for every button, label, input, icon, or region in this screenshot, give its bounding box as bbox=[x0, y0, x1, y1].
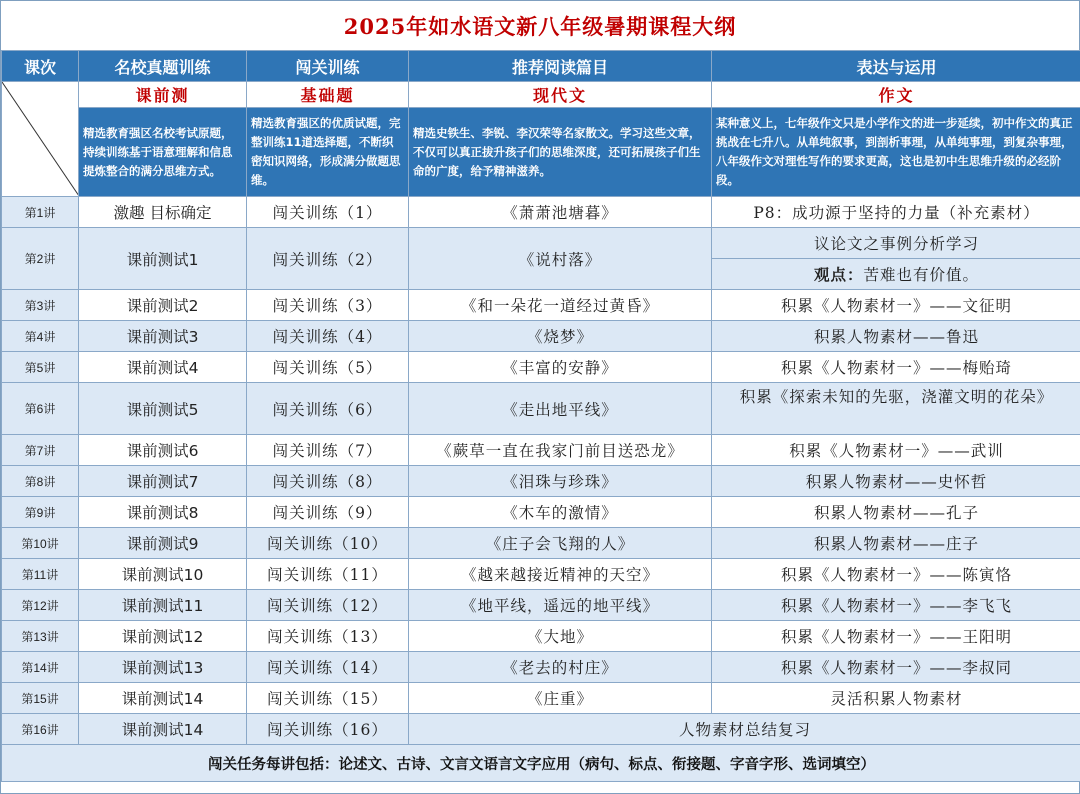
training-cell: 闯关训练（15） bbox=[247, 683, 409, 714]
writing-text: 积累《人物素材一》——王阳明 bbox=[780, 628, 1012, 646]
writing-viewpoint-cell bbox=[712, 259, 1080, 290]
training-cell: 闯关训练（4） bbox=[247, 321, 409, 352]
review-cell: 人物素材总结复习 bbox=[409, 714, 1080, 745]
writing-cell bbox=[712, 383, 1080, 435]
lesson-number: 第9讲 bbox=[2, 497, 79, 528]
viewpoint-text: 苦难也有价值。 bbox=[863, 266, 980, 284]
footer-note: 闯关任务每讲包括：论述文、古诗、文言文语言文字应用（病句、标点、衔接题、字音字形、选词填空） bbox=[2, 745, 1080, 782]
pretest-cell: 激趣 目标确定 bbox=[79, 197, 247, 228]
writing-cell: 议论文之事例分析学习 bbox=[712, 228, 1080, 259]
writing-cell bbox=[712, 290, 1080, 321]
writing-text: 积累《人物素材一》——梅贻琦 bbox=[780, 359, 1012, 377]
course-table bbox=[1, 50, 1080, 782]
lesson-number: 第15讲 bbox=[2, 683, 79, 714]
reading-cell: 《走出地平线》 bbox=[409, 383, 712, 435]
lesson-number: 第3讲 bbox=[2, 290, 79, 321]
header-row bbox=[2, 51, 1080, 82]
description-writing: 某种意义上，七年级作文只是小学作文的进一步延续，初中作文的真正挑战在七升八。从单纯叙事，到剖析事理，从单纯事理，到复杂事理，八年级作文对理性写作的要求更高，这也是初中生思维升级的必经阶段。 bbox=[712, 108, 1080, 197]
reading-cell: 《越来越接近精神的天空》 bbox=[409, 559, 712, 590]
viewpoint-label: 观点： bbox=[813, 265, 864, 284]
reading-cell: 《和一朵花一道经过黄昏》 bbox=[409, 290, 712, 321]
subheader-pretest: 课前测 bbox=[79, 82, 247, 108]
pretest-cell: 课前测试12 bbox=[79, 621, 247, 652]
description-pretest: 精选教育强区名校考试原题，持续训练基于语意理解和信息提炼整合的满分思维方式。 bbox=[79, 108, 247, 197]
writing-cell bbox=[712, 321, 1080, 352]
writing-cell bbox=[712, 652, 1080, 683]
writing-text: 积累《人物素材一》——李叔同 bbox=[780, 659, 1012, 677]
writing-text: 积累《人物素材一》——文征明 bbox=[780, 297, 1012, 315]
lesson-number: 第4讲 bbox=[2, 321, 79, 352]
subheader-basic: 基础题 bbox=[247, 82, 409, 108]
writing-cell bbox=[712, 466, 1080, 497]
writing-cell bbox=[712, 352, 1080, 383]
page-title: 2025年如水语文新八年级暑期课程大纲 bbox=[343, 13, 737, 39]
training-cell: 闯关训练（1） bbox=[247, 197, 409, 228]
writing-text: 积累人物素材——孔子 bbox=[813, 504, 979, 522]
lesson-number: 第2讲 bbox=[2, 228, 79, 290]
lesson-number: 第10讲 bbox=[2, 528, 79, 559]
writing-text: 积累《人物素材一》——陈寅恪 bbox=[780, 566, 1012, 584]
lesson-row bbox=[2, 435, 1080, 466]
training-cell: 闯关训练（8） bbox=[247, 466, 409, 497]
pretest-cell: 课前测试7 bbox=[79, 466, 247, 497]
pretest-cell: 课前测试9 bbox=[79, 528, 247, 559]
writing-text: 积累《人物素材一》——李飞飞 bbox=[780, 597, 1012, 615]
writing-cell bbox=[712, 683, 1080, 714]
lesson-row bbox=[2, 228, 1080, 259]
lesson-number: 第12讲 bbox=[2, 590, 79, 621]
writing-cell bbox=[712, 435, 1080, 466]
reading-cell: 《大地》 bbox=[409, 621, 712, 652]
reading-cell: 《烧梦》 bbox=[409, 321, 712, 352]
description-row bbox=[2, 108, 1080, 197]
pretest-cell: 课前测试6 bbox=[79, 435, 247, 466]
pretest-cell: 课前测试13 bbox=[79, 652, 247, 683]
footer-row bbox=[2, 745, 1080, 782]
pretest-cell: 课前测试1 bbox=[79, 228, 247, 290]
lesson-row bbox=[2, 497, 1080, 528]
reading-cell: 《萧萧池塘暮》 bbox=[409, 197, 712, 228]
reading-cell: 《说村落》 bbox=[409, 228, 712, 290]
lesson-number: 第8讲 bbox=[2, 466, 79, 497]
lesson-row bbox=[2, 683, 1080, 714]
writing-text: 积累《人物素材一》——武训 bbox=[789, 442, 1004, 460]
pretest-cell: 课前测试2 bbox=[79, 290, 247, 321]
reading-cell: 《庄重》 bbox=[409, 683, 712, 714]
writing-cell bbox=[712, 497, 1080, 528]
training-cell: 闯关训练（7） bbox=[247, 435, 409, 466]
reading-cell: 《木车的激情》 bbox=[409, 497, 712, 528]
training-cell: 闯关训练（14） bbox=[247, 652, 409, 683]
diagonal-line-icon bbox=[2, 82, 79, 196]
header-pretest: 名校真题训练 bbox=[79, 51, 247, 82]
pretest-cell: 课前测试3 bbox=[79, 321, 247, 352]
lesson-number: 第5讲 bbox=[2, 352, 79, 383]
description-reading: 精选史铁生、李锐、李汉荣等名家散文。学习这些文章，不仅可以真正拔升孩子们的思维深度，还可拓展孩子们生命的广度，给予精神滋养。 bbox=[409, 108, 712, 197]
writing-text: 灵活积累人物素材 bbox=[830, 690, 963, 708]
lesson-number: 第1讲 bbox=[2, 197, 79, 228]
lesson-number: 第16讲 bbox=[2, 714, 79, 745]
reading-cell: 《地平线，遥远的地平线》 bbox=[409, 590, 712, 621]
lesson-row bbox=[2, 321, 1080, 352]
writing-text: 积累人物素材——庄子 bbox=[813, 535, 979, 553]
lesson-row bbox=[2, 652, 1080, 683]
subheader-essay: 作文 bbox=[712, 82, 1080, 108]
writing-cell bbox=[712, 621, 1080, 652]
lesson-row bbox=[2, 714, 1080, 745]
lesson-number: 第6讲 bbox=[2, 383, 79, 435]
training-cell: 闯关训练（10） bbox=[247, 528, 409, 559]
diagonal-corner-cell bbox=[2, 82, 79, 197]
training-cell: 闯关训练（16） bbox=[247, 714, 409, 745]
writing-cell bbox=[712, 528, 1080, 559]
writing-cell bbox=[712, 197, 1080, 228]
pretest-cell: 课前测试14 bbox=[79, 714, 247, 745]
writing-text: P8：成功源于坚持的力量（补充素材） bbox=[753, 204, 1040, 222]
header-lesson: 课次 bbox=[2, 51, 79, 82]
reading-cell: 《庄子会飞翔的人》 bbox=[409, 528, 712, 559]
training-cell: 闯关训练（13） bbox=[247, 621, 409, 652]
lesson-row bbox=[2, 528, 1080, 559]
subheader-row bbox=[2, 82, 1080, 108]
reading-cell: 《丰富的安静》 bbox=[409, 352, 712, 383]
reading-cell: 《泪珠与珍珠》 bbox=[409, 466, 712, 497]
lesson-row bbox=[2, 383, 1080, 435]
description-training: 精选教育强区的优质试题，完整训练11道选择题，不断织密知识网络，形成满分做题思维。 bbox=[247, 108, 409, 197]
writing-text: 积累人物素材——鲁迅 bbox=[813, 328, 979, 346]
lesson-number: 第13讲 bbox=[2, 621, 79, 652]
lesson-number: 第7讲 bbox=[2, 435, 79, 466]
lesson-row bbox=[2, 559, 1080, 590]
training-cell: 闯关训练（12） bbox=[247, 590, 409, 621]
lesson-row bbox=[2, 197, 1080, 228]
pretest-cell: 课前测试14 bbox=[79, 683, 247, 714]
training-cell: 闯关训练（2） bbox=[247, 228, 409, 290]
pretest-cell: 课前测试5 bbox=[79, 383, 247, 435]
header-training: 闯关训练 bbox=[247, 51, 409, 82]
training-cell: 闯关训练（3） bbox=[247, 290, 409, 321]
header-reading: 推荐阅读篇目 bbox=[409, 51, 712, 82]
subheader-modern: 现代文 bbox=[409, 82, 712, 108]
lesson-row bbox=[2, 352, 1080, 383]
pretest-cell: 课前测试11 bbox=[79, 590, 247, 621]
pretest-cell: 课前测试8 bbox=[79, 497, 247, 528]
writing-cell bbox=[712, 590, 1080, 621]
training-cell: 闯关训练（9） bbox=[247, 497, 409, 528]
lesson-number: 第11讲 bbox=[2, 559, 79, 590]
reading-cell: 《老去的村庄》 bbox=[409, 652, 712, 683]
lesson-row bbox=[2, 290, 1080, 321]
pretest-cell: 课前测试10 bbox=[79, 559, 247, 590]
header-writing: 表达与运用 bbox=[712, 51, 1080, 82]
pretest-cell: 课前测试4 bbox=[79, 352, 247, 383]
training-cell: 闯关训练（6） bbox=[247, 383, 409, 435]
training-cell: 闯关训练（11） bbox=[247, 559, 409, 590]
training-cell: 闯关训练（5） bbox=[247, 352, 409, 383]
lesson-row bbox=[2, 466, 1080, 497]
lesson-row bbox=[2, 590, 1080, 621]
reading-cell: 《蕨草一直在我家门前目送恐龙》 bbox=[409, 435, 712, 466]
writing-text: 积累《探索未知的先驱，浇灌文明的花朵》 bbox=[739, 387, 1054, 406]
lesson-number: 第14讲 bbox=[2, 652, 79, 683]
writing-cell bbox=[712, 559, 1080, 590]
lesson-row bbox=[2, 621, 1080, 652]
writing-text: 积累人物素材——史怀哲 bbox=[805, 473, 988, 491]
